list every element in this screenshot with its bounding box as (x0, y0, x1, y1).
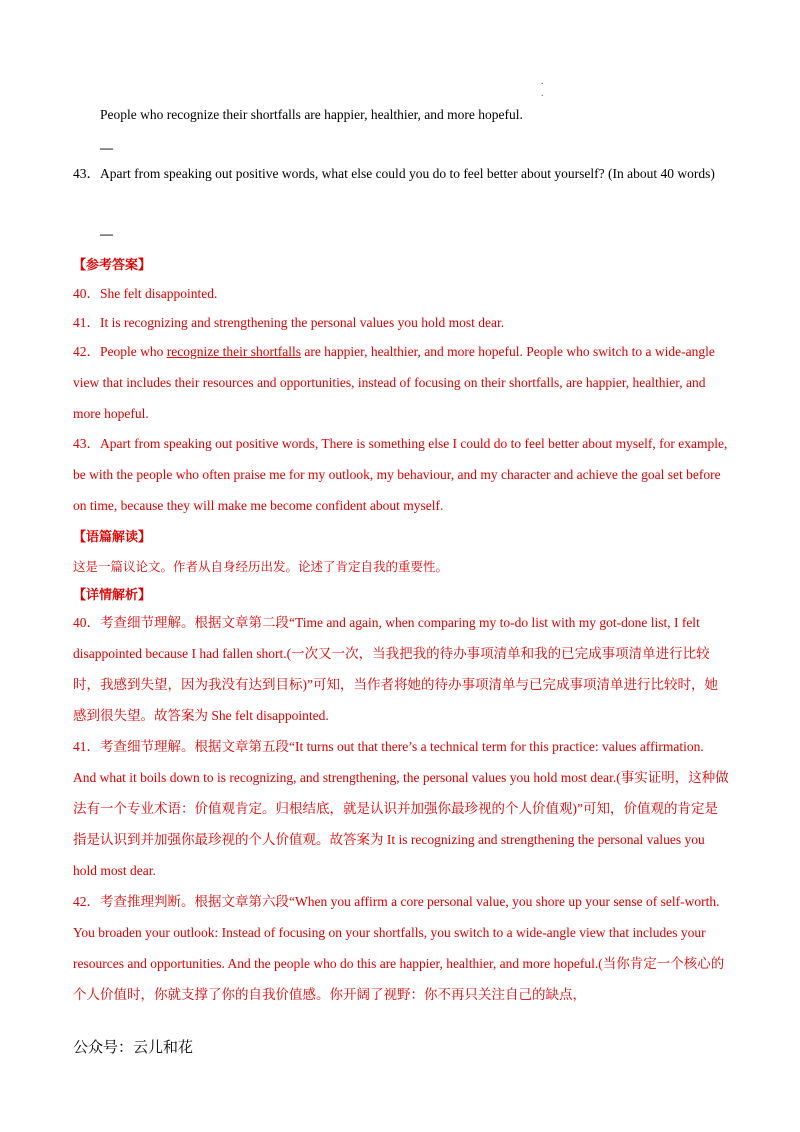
answer-blank-2: — (100, 226, 113, 241)
answer-40: 40．She felt disappointed. (73, 286, 218, 301)
answers-header: 【参考答案】 (73, 258, 152, 273)
corner-dots: . . (541, 76, 544, 99)
analysis-header: 【详情解析】 (73, 588, 152, 603)
answer-blank-1: — (100, 140, 113, 155)
answer-43: 43．Apart from speaking out positive words, There is something else I could do to feel better about myself, for example, be with the people who often praise me for my outlook, my behaviour, and my character and achieve the goal set before on time, because they will make me become confident about myself. (73, 436, 728, 513)
q42-answer-line: People who recognize their shortfalls are happier, healthier, and more hopeful. (100, 107, 523, 122)
footer-account: 公众号：云儿和花 (73, 1038, 194, 1056)
explanation-42: 42．考查推理判断。根据文章第六段“When you affirm a core personal value, you shore up your sense of self-worth. You broaden your outlook: Instead of focusing on your shortfalls, you switch to a wide-angle view that includes your resources and opportunities. And the people who do this are happier, healthier, and more hopeful.(当你肯定一个核心的个人价值时，你就支撑了你的自我价值感。你开阔了视野：你不再只关注自己的缺点， (73, 894, 725, 1002)
answer-42-rest: are happier, healthier, and more hopeful. People who switch to a wide-angle view that includes their resources and opportunities, instead of focusing on their shortfalls, are happier, healthier, and more hopeful. (73, 344, 715, 421)
answer-42-prefix: 42．People who (73, 344, 167, 359)
answer-41: 41．It is recognizing and strengthening the personal values you hold most dear. (73, 315, 505, 330)
explanation-40: 40．考查细节理解。根据文章第二段“Time and again, when comparing my to-do list with my got-done list, I felt disappointed because I had fallen short.(一次又一次，当我把我的待办事项清单和我的已完成事项清单进行比较时，我感到失望，因为我没有达到目标)”可知，当作者将她的待办事项清单与已完成事项清单进行比较时，她感到很失望。故答案为 She felt disappointed. (73, 615, 718, 723)
q43-prompt: 43．Apart from speaking out positive words, what else could you do to feel better about yourself? (In about 40 words) (73, 166, 715, 181)
reading-text: 这是一篇议论文。作者从自身经历出发。论述了肯定自我的重要性。 (73, 559, 449, 574)
reading-header: 【语篇解读】 (73, 530, 152, 545)
answer-42 (73, 336, 729, 429)
explanation-41: 41．考查细节理解。根据文章第五段“It turns out that there’s a technical term for this practice: values affirmation. And what it boils down to is recognizing, and strengthening, the personal values you hold most dear.(事实证明，这种做法有一个专业术语：价值观肯定。归根结底，就是认识并加强你最珍视的个人价值观)”可知，价值观的肯定是指是认识到并加强你最珍视的个人价值观。故答案为 It is recognizing and strengthening the personal values you hold most dear. (73, 739, 729, 878)
answer-42-underlined: recognize their shortfalls (166, 344, 301, 359)
